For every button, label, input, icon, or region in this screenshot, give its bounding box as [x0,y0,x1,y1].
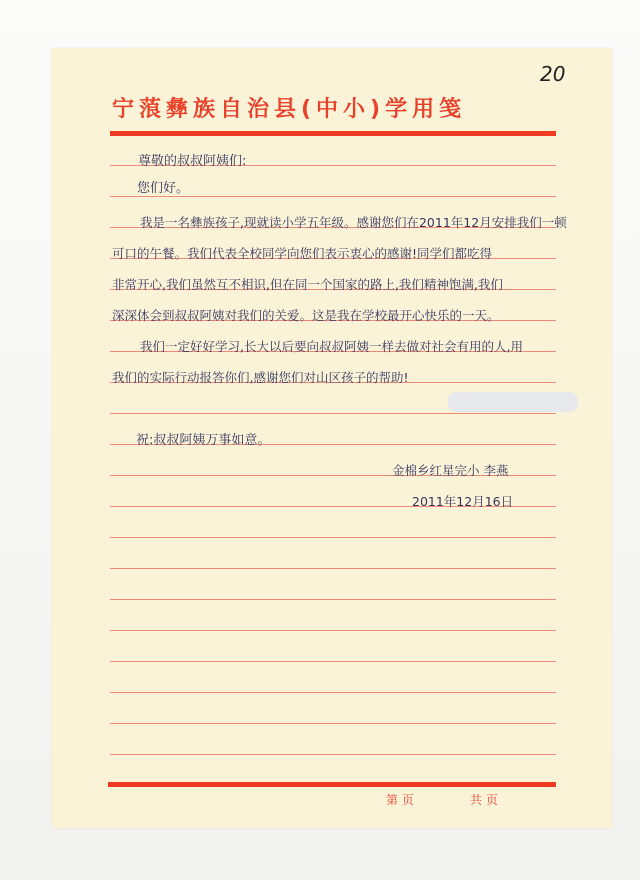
ruled-line [110,568,556,569]
closing-wish: 祝:叔叔阿姨万事如意。 [136,433,271,448]
ruled-line [110,723,556,724]
paragraph1-line3: 非常开心,我们虽然互不相识,但在同一个国家的路上,我们精神饱满,我们 [112,277,503,292]
ruled-line [110,692,556,693]
footer-page-label: 第 页 [386,793,414,807]
paragraph1-line4: 深深体会到叔叔阿姨对我们的关爱。这是我在学校最开心快乐的一天。 [112,308,500,323]
ruled-line [110,599,556,600]
ruled-line [110,537,556,538]
letterhead-rule-bottom [108,782,556,787]
ruled-line [110,196,556,197]
page-number: 20 [540,62,566,86]
ruled-line [110,661,556,662]
greeting: 您们好。 [137,181,190,196]
paragraph1-line2: 可口的午餐。我们代表全校同学向您们表示衷心的感谢!同学们都吃得 [112,246,493,261]
letter-date: 2011年12月16日 [412,494,514,509]
paragraph2-line2: 我们的实际行动报答你们,感谢您们对山区孩子的帮助! [112,370,409,385]
paragraph1-line1: 我是一名彝族孩子,现就读小学五年级。感谢您们在2011年12月安排我们一顿 [140,215,567,230]
ruled-line [110,630,556,631]
letterhead-title: 宁蒗彝族自治县(中小)学用笺 [112,97,467,122]
salutation: 尊敬的叔叔阿姨们: [138,154,247,169]
redaction-smudge [448,392,578,412]
ruled-line [110,754,556,755]
paragraph2-line1: 我们一定好好学习,长大以后要向叔叔阿姨一样去做对社会有用的人,用 [140,339,523,354]
footer-total-label: 共 页 [470,793,498,807]
ruled-line [110,413,556,414]
letterhead-rule-top [110,131,556,136]
signature: 金棉乡红星完小 李燕 [392,463,509,478]
